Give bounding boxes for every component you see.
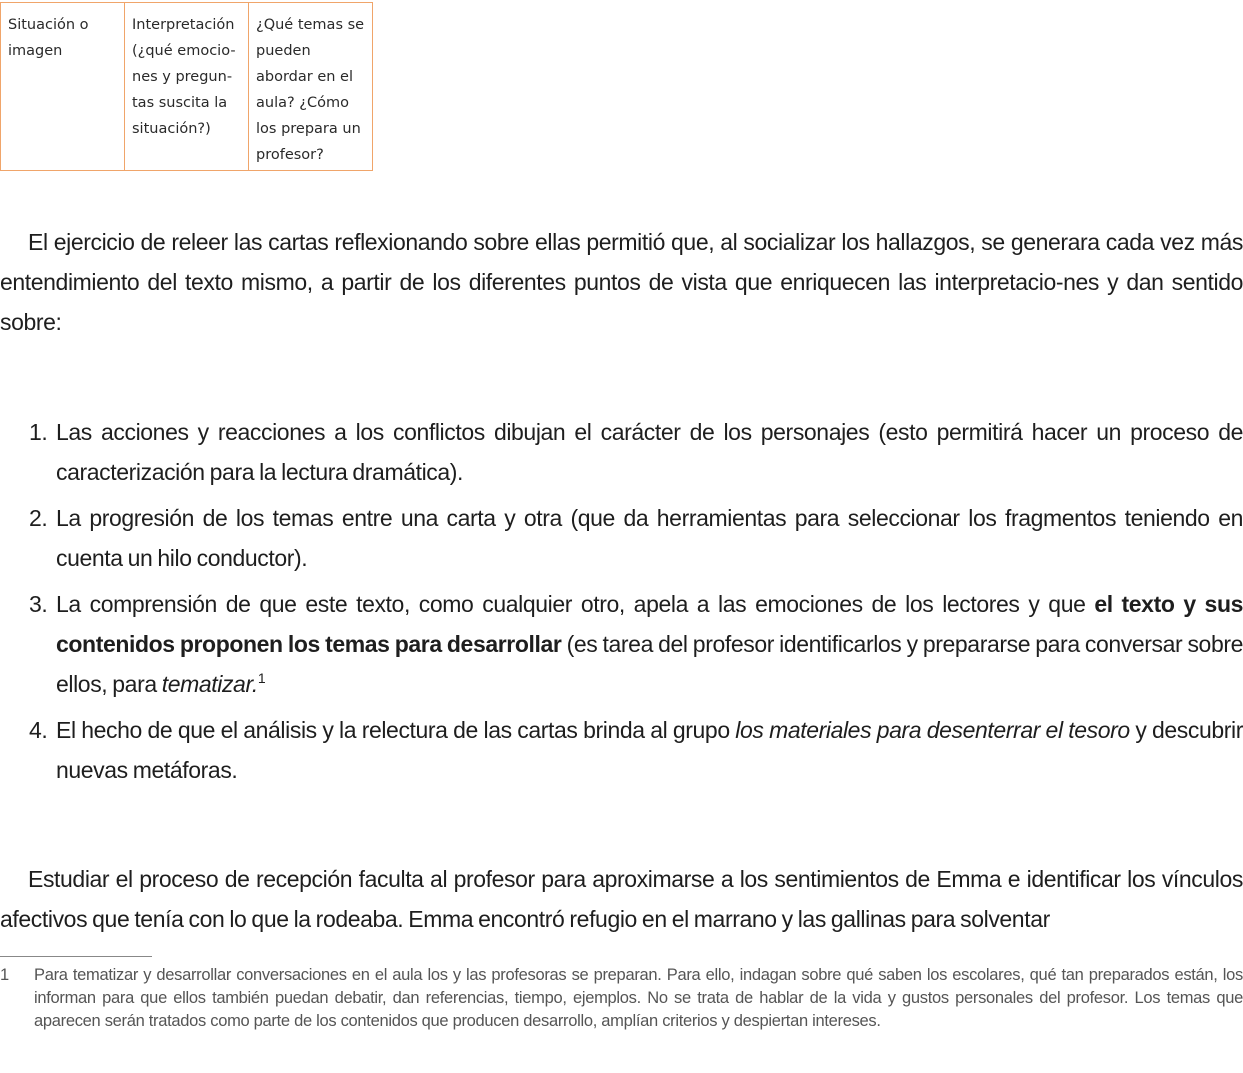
list-item-text: (es tarea del profesor identificarlos y prepararse para conversar sobre ellos, para bbox=[56, 631, 1243, 697]
list-item bbox=[0, 710, 1243, 790]
paragraph-reception: Estudiar el proceso de recepción faculta al profesor para aproximarse a los sentimientos de Emma e identificar los vínculos afectivos que tenía con lo que la rodeaba. Emma encontró refugio en el marrano y las gallinas para solventar bbox=[0, 866, 1243, 932]
list-item-text: El hecho de que el análisis y la relectura de las cartas brinda al grupo bbox=[56, 717, 736, 743]
list-item bbox=[0, 412, 1243, 492]
table-header-topics: ¿Qué temas se pueden abordar en el aula? ¿Cómo los prepara un profesor? bbox=[249, 3, 373, 171]
list-item-number: 3. bbox=[29, 591, 48, 617]
numbered-list bbox=[0, 412, 1243, 796]
footnote-number: 1 bbox=[0, 966, 9, 984]
footnote bbox=[0, 964, 1243, 1033]
list-item bbox=[0, 498, 1243, 578]
list-item-text: y descubrir nuevas metáforas. bbox=[56, 717, 1243, 783]
table-row bbox=[1, 3, 373, 171]
table-header-interpretation: Interpretación (¿qué emocio-nes y pregun-tas suscita la situación?) bbox=[125, 3, 249, 171]
list-item-text: Las acciones y reacciones a los conflictos dibujan el carácter de los personajes (esto permitirá hacer un proceso de caracterización para la lectura dramática). bbox=[56, 419, 1243, 485]
list-item-italic-text: tematizar. bbox=[161, 671, 258, 697]
list-item-bold-text: el texto y sus contenidos proponen los temas para desarrollar bbox=[56, 591, 1243, 657]
footnote-divider bbox=[0, 956, 152, 957]
reflection-table bbox=[0, 2, 373, 171]
list-item-number: 4. bbox=[29, 717, 48, 743]
list-item-number: 1. bbox=[29, 419, 48, 445]
list-item-italic-text: los materiales para desenterrar el tesoro bbox=[735, 717, 1130, 743]
list-item-text: La comprensión de que este texto, como cualquier otro, apela a las emociones de los lectores y que bbox=[56, 591, 1095, 617]
footnote-reference[interactable]: 1 bbox=[257, 670, 266, 686]
footnote-text: Para tematizar y desarrollar conversaciones en el aula los y las profesoras se preparan. Para ello, indagan sobre qué saben los escolares, qué tan preparados están, los informan para que ellos también puedan debatir, dan referencias, tiempo, ejemplos. No se trata de hablar de la vida y gustos personales del profesor. Los temas que aparecen serán tratados como parte de los contenidos que producen desarrollo, amplían criterios y despiertan intereses. bbox=[34, 966, 1243, 1030]
list-item-text: La progresión de los temas entre una carta y otra (que da herramientas para seleccionar los fragmentos teniendo en cuenta un hilo conductor). bbox=[56, 505, 1243, 571]
table-header-situation: Situación o imagen bbox=[1, 3, 125, 171]
list-item-number: 2. bbox=[29, 505, 48, 531]
list-item bbox=[0, 584, 1243, 704]
paragraph-intro: El ejercicio de releer las cartas reflexionando sobre ellas permitió que, al socializar los hallazgos, se generara cada vez más entendimiento del texto mismo, a partir de los diferentes puntos de vista que enriquecen las interpretacio-nes y dan sentido sobre: bbox=[0, 229, 1243, 335]
